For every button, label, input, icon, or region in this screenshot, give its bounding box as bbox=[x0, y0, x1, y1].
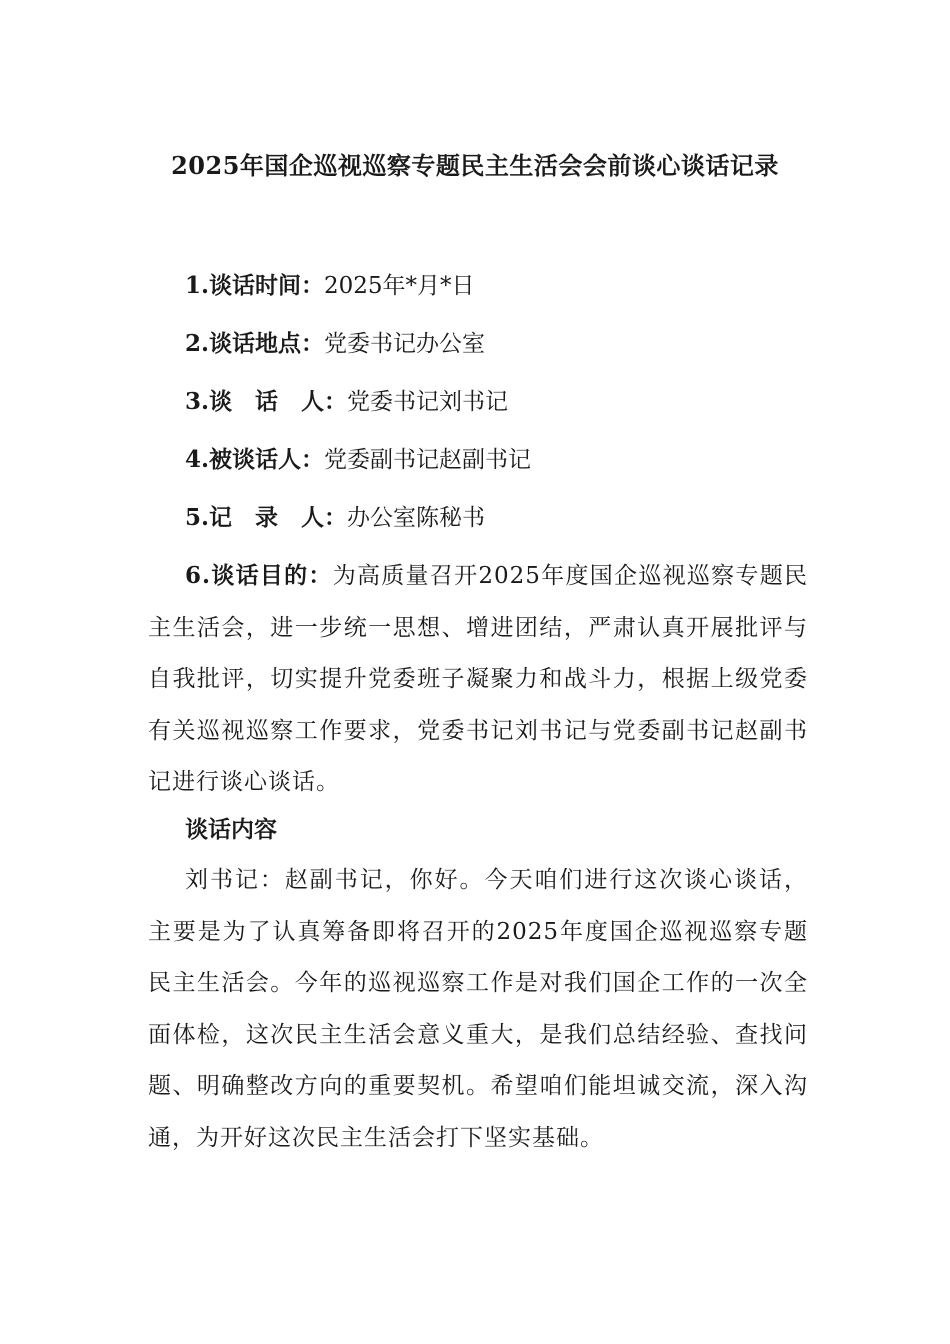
meta-value: 2025年*月*日 bbox=[324, 273, 475, 299]
meta-item-location bbox=[148, 315, 808, 373]
meta-item-recorder bbox=[148, 489, 808, 547]
purpose-block bbox=[148, 550, 808, 809]
meta-list bbox=[148, 257, 808, 547]
meta-item-time bbox=[148, 257, 808, 315]
meta-label: 1.谈话时间： bbox=[185, 272, 325, 299]
purpose-label: 6.谈话目的： bbox=[185, 562, 333, 589]
meta-label: 2.谈话地点： bbox=[185, 330, 325, 357]
meta-label: 5.记 录 人： bbox=[185, 504, 348, 531]
meta-label: 4.被谈话人： bbox=[185, 446, 325, 473]
meta-label: 3.谈 话 人： bbox=[185, 388, 348, 415]
conversation-paragraph: 刘书记：赵副书记，你好。今天咱们进行这次谈心谈话，主要是为了认真筹备即将召开的2025年度国企巡视巡察专题民主生活会。今年的巡视巡察工作是对我们国企工作的一次全面体检，这次民主生活会意义重大，是我们总结经验、查找问题、明确整改方向的重要契机。希望咱们能坦诚交流，深入沟通，为开好这次民主生活会打下坚实基础。 bbox=[148, 867, 808, 1151]
purpose-text: 为高质量召开2025年度国企巡视巡察专题民主生活会，进一步统一思想、增进团结，严肃认真开展批评与自我批评，切实提升党委班子凝聚力和战斗力，根据上级党委有关巡视巡察工作要求，党委书记刘书记与党委副书记赵副书记进行谈心谈话。 bbox=[148, 563, 808, 795]
meta-item-speaker bbox=[148, 373, 808, 431]
meta-value: 办公室陈秘书 bbox=[347, 505, 486, 531]
meta-value: 党委书记办公室 bbox=[324, 331, 486, 357]
meta-value: 党委副书记赵副书记 bbox=[324, 447, 532, 473]
section-heading: 谈话内容 bbox=[185, 816, 277, 843]
meta-item-interviewee bbox=[148, 431, 808, 489]
meta-value: 党委书记刘书记 bbox=[347, 389, 509, 415]
document-title: 2025年国企巡视巡察专题民主生活会会前谈心谈话记录 bbox=[171, 151, 779, 180]
purpose-paragraph bbox=[148, 550, 808, 809]
conversation-block bbox=[148, 855, 808, 1164]
